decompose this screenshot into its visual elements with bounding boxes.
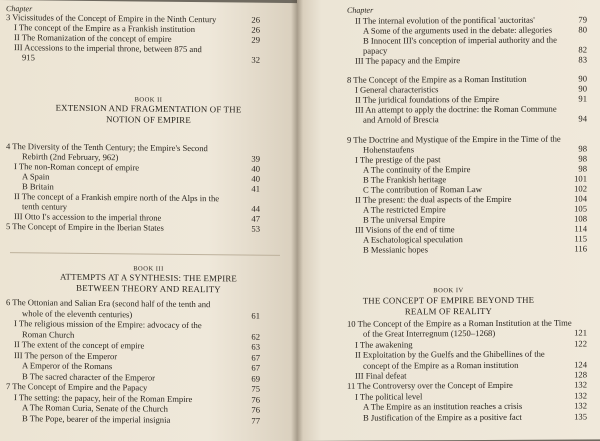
toc-entry-text: I The religious mission of the Empire: advocacy of the: [14, 318, 202, 331]
toc-page-number: 75: [251, 383, 260, 394]
toc-entry-text: II The concept of a Frankish empire north of the Alps in the: [14, 191, 220, 204]
toc-page-number: 101: [574, 173, 587, 184]
toc-page-number: 77: [251, 415, 260, 426]
book-title: BETWEEN THEORY AND REALITY: [76, 282, 221, 295]
toc-entry-text: 9 The Doctrine and Mystique of the Empire in the Time of the: [347, 133, 561, 145]
toc-entry-text: whole of the eleventh centuries): [22, 307, 133, 319]
toc-entry-text: I The concept of the Empire as a Frankish institution: [14, 22, 195, 35]
toc-page-number: 94: [578, 113, 587, 124]
toc-entry-text: C The contribution of Roman Law: [363, 184, 482, 195]
toc-entry-text: papacy: [363, 45, 388, 56]
right-page: [297, 0, 600, 441]
toc-entry-text: III Final defeat: [355, 370, 407, 381]
toc-page-number: 26: [251, 24, 260, 35]
chapter-heading: Chapter: [6, 4, 33, 14]
toc-entry-text: 11 The Controversy over the Concept of Empire: [347, 380, 513, 392]
toc-entry-text: 8 The Concept of the Empire as a Roman Institution: [347, 73, 527, 85]
toc-entry-text: I The setting: the papacy, heir of the Roman Empire: [14, 391, 193, 404]
toc-entry-text: Rebirth (2nd February, 962): [22, 151, 119, 163]
toc-page-number: 69: [251, 373, 260, 384]
toc-page-number: 90: [578, 83, 587, 94]
toc-entry-text: Hohenstaufens: [363, 144, 415, 155]
toc-page-number: 98: [578, 163, 587, 174]
toc-page-number: 41: [251, 183, 260, 194]
toc-page-number: 116: [574, 243, 587, 254]
toc-page-number: 122: [574, 338, 587, 349]
toc-page-number: 90: [578, 73, 587, 84]
toc-page-number: 104: [574, 193, 587, 204]
toc-page-number: 79: [578, 14, 587, 25]
toc-page-number: 132: [574, 390, 587, 401]
toc-page-number: 67: [251, 362, 260, 373]
toc-page-number: 91: [578, 93, 587, 104]
toc-page-number: 132: [574, 379, 587, 390]
toc-entry-text: II The juridical foundations of the Empire: [355, 93, 499, 105]
toc-entry-text: III An attempt to apply the doctrine: the Roman Commune: [355, 103, 557, 115]
toc-entry-text: 6 The Ottonian and Salian Era (second half of the tenth and: [6, 297, 211, 310]
toc-entry-text: A Eschatological speculation: [363, 234, 463, 245]
toc-entry-text: I The political level: [355, 391, 423, 402]
toc-entry-text: A Emperor of the Romans: [22, 360, 113, 372]
toc-entry-text: III Accessions to the imperial throne, between 875 and: [14, 42, 202, 55]
toc-page-number: 76: [251, 394, 260, 405]
book-gutter: [291, 0, 303, 441]
toc-page-number: 26: [251, 14, 260, 25]
toc-entry-text: II Exploitation by the Guelfs and the Ghibellines of the: [355, 348, 545, 360]
toc-entry-text: III The papacy and the Empire: [355, 55, 461, 66]
toc-page-number: 105: [574, 203, 587, 214]
toc-entry-text: of the Great Interregnum (1250–1268): [363, 328, 496, 340]
toc-page-number: 29: [251, 34, 260, 45]
toc-page-number: 98: [578, 143, 587, 154]
toc-entry-text: B Innocent III's conception of imperial authority and the: [363, 34, 557, 46]
toc-entry-text: Roman Church: [22, 328, 75, 340]
toc-entry-text: 5 The Concept of Empire in the Iberian States: [6, 221, 164, 233]
toc-entry-text: B The Pope, bearer of the imperial insignia: [22, 412, 171, 425]
toc-page-number: 63: [251, 341, 260, 352]
toc-page-number: 83: [578, 54, 587, 65]
toc-page-number: 80: [578, 24, 587, 35]
toc-page-number: 98: [578, 153, 587, 164]
toc-entry-text: I General characteristics: [355, 84, 439, 95]
toc-page-number: 53: [251, 223, 260, 234]
toc-entry-text: A The Roman Curia, Senate of the Church: [22, 402, 168, 414]
toc-entry-text: 10 The Concept of the Empire as a Roman Institution at the Time: [347, 317, 572, 329]
toc-entry-text: tenth century: [22, 201, 68, 212]
toc-page-number: 47: [251, 213, 260, 224]
toc-entry-text: 915: [22, 52, 35, 63]
toc-entry-text: 3 Vicissitudes of the Concept of Empire in the Ninth Century: [6, 12, 217, 25]
toc-page-number: 40: [251, 173, 260, 184]
toc-entry-text: B Britain: [22, 181, 54, 192]
toc-page-number: 40: [251, 163, 260, 174]
toc-page-number: 124: [574, 359, 587, 370]
divider: [10, 252, 280, 256]
book-title: THE CONCEPT OF EMPIRE BEYOND THE: [362, 294, 535, 306]
toc-entry-text: B The sacred character of the Emperor: [22, 370, 155, 383]
toc-entry-text: I The non-Roman concept of empire: [14, 161, 140, 173]
toc-entry-text: concept of the Empire as a Roman institution: [363, 359, 519, 371]
toc-page-number: 102: [574, 183, 587, 194]
book-title: REALM OF REALITY: [404, 305, 493, 317]
toc-entry-text: II The Romanization of the concept of empire: [14, 32, 172, 44]
toc-entry-text: A The Empire as an institution reaches a crisis: [363, 401, 523, 412]
toc-entry-text: II The present: the dual aspects of the Empire: [355, 193, 512, 205]
book-label: BOOK III: [133, 265, 164, 273]
toc-page-number: 121: [574, 327, 587, 338]
toc-entry-text: 7 The Concept of Empire and the Papacy: [6, 381, 148, 393]
toc-entry-text: III The person of the Emperor: [14, 349, 118, 361]
toc-entry-text: I The prestige of the past: [355, 154, 441, 165]
toc-page-number: 76: [251, 404, 260, 415]
toc-entry-text: B Messianic hopes: [363, 244, 428, 255]
toc-entry-text: II The extent of the concept of empire: [14, 339, 145, 351]
toc-entry-text: B Justification of the Empire as a positive fact: [363, 411, 522, 423]
toc-entry-text: and Arnold of Brescia: [363, 114, 439, 125]
left-page: [0, 0, 297, 441]
toc-page-number: 114: [574, 223, 587, 234]
toc-page-number: 44: [251, 203, 260, 214]
toc-page-number: 132: [574, 400, 587, 411]
toc-page-number: 61: [251, 310, 260, 321]
toc-entry-text: A The continuity of the Empire: [363, 164, 471, 175]
toc-page-number: 39: [251, 153, 260, 164]
book-label: BOOK IV: [433, 287, 464, 295]
toc-page-number: 32: [251, 54, 260, 65]
chapter-heading: Chapter: [347, 5, 374, 15]
book-label: BOOK II: [134, 96, 163, 104]
toc-page-number: 115: [574, 233, 587, 244]
toc-entry-text: A The restricted Empire: [363, 204, 446, 215]
book-title: EXTENSION AND FRAGMENTATION OF THE: [55, 102, 242, 115]
toc-page-number: 128: [574, 369, 587, 380]
toc-entry-text: B The Frankish heritage: [363, 174, 447, 185]
toc-page-number: 67: [251, 352, 260, 363]
toc-entry-text: A Some of the arguments used in the debate: allegories: [363, 24, 553, 36]
book-title: NOTION OF EMPIRE: [106, 114, 191, 125]
toc-page-number: 82: [578, 44, 587, 55]
toc-entry-text: A Spain: [22, 171, 50, 182]
toc-entry-text: B The universal Empire: [363, 214, 446, 225]
toc-entry-text: III Otto I's accession to the imperial throne: [14, 211, 162, 223]
toc-entry-text: I The awakening: [355, 339, 413, 350]
toc-page-number: 108: [574, 213, 587, 224]
toc-page-number: 62: [251, 331, 260, 342]
toc-entry-text: 4 The Diversity of the Tenth Century; the Empire's Second: [6, 141, 208, 154]
toc-page-number: 135: [574, 411, 587, 422]
toc-entry-text: III Visions of the end of time: [355, 224, 455, 235]
toc-entry-text: II The internal evolution of the pontifical 'auctoritas': [355, 14, 535, 26]
book-title: ATTEMPTS AT A SYNTHESIS: THE EMPIRE: [59, 271, 238, 284]
